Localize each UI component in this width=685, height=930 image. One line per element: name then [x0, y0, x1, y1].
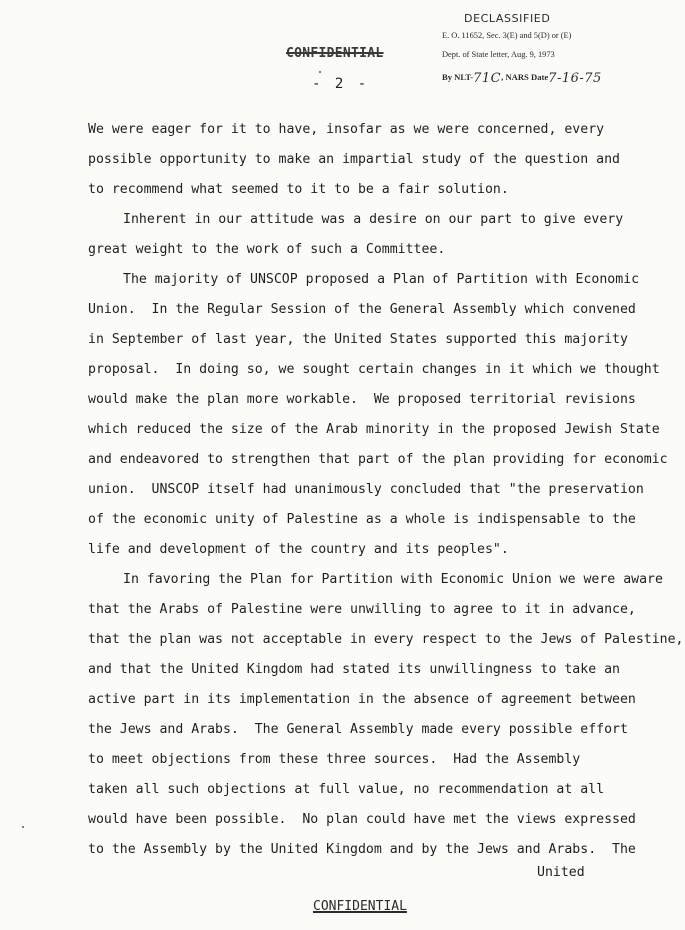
scan-speck	[22, 826, 24, 828]
stamp-authority-line: E. O. 11652, Sec. 3(E) and 5(D) or (E)	[442, 31, 572, 40]
body-line-4: Inherent in our attitude was a desire on our part to give every	[123, 212, 624, 227]
body-line-21: the Jews and Arabs. The General Assembly made every possible effort	[88, 722, 628, 737]
body-line-17: that the Arabs of Palestine were unwilling to agree to it in advance,	[88, 602, 636, 617]
body-line-10: would make the plan more workable. We proposed territorial revisions	[88, 392, 636, 407]
body-line-25: to the Assembly by the United Kingdom and by the Jews and Arabs. The	[88, 842, 636, 857]
body-line-2: possible opportunity to make an impartial study of the question and	[88, 152, 620, 167]
body-line-24: would have been possible. No plan could have met the views expressed	[88, 812, 636, 827]
scan-speck	[319, 71, 321, 73]
body-line-5: great weight to the work of such a Committee.	[88, 242, 446, 257]
stamp-reviewer-line	[442, 69, 602, 84]
body-line-19: and that the United Kingdom had stated its unwillingness to take an	[88, 662, 620, 677]
stamp-title: DECLASSIFIED	[464, 12, 551, 25]
stamp-letter-line: Dept. of State letter, Aug. 9, 1973	[442, 50, 555, 59]
stamp-handwritten-id: 71C	[473, 71, 502, 86]
classification-marking-top: CONFIDENTIAL	[286, 46, 384, 61]
body-line-11: which reduced the size of the Arab minority in the proposed Jewish State	[88, 422, 660, 437]
body-line-7: Union. In the Regular Session of the General Assembly which convened	[88, 302, 636, 317]
body-line-15: life and development of the country and its peoples".	[88, 542, 509, 557]
body-line-22: to meet objections from these three sources. Had the Assembly	[88, 752, 581, 767]
body-line-16: In favoring the Plan for Partition with Economic Union we were aware	[123, 572, 663, 587]
body-line-9: proposal. In doing so, we sought certain changes in it which we thought	[88, 362, 660, 377]
body-line-1: We were eager for it to have, insofar as we were concerned, every	[88, 122, 605, 137]
page-number: - 2 -	[312, 76, 370, 92]
body-line-12: and endeavored to strengthen that part of the plan providing for economic	[88, 452, 668, 467]
stamp-handwritten-date: 7-16-75	[548, 71, 602, 86]
stamp-nars-label: , NARS Date	[501, 72, 549, 82]
classification-marking-bottom: CONFIDENTIAL	[313, 899, 407, 914]
catchword: United	[537, 865, 585, 880]
body-line-18: that the plan was not acceptable in every respect to the Jews of Palestine,	[88, 632, 684, 647]
body-line-3: to recommend what seemed to it to be a fair solution.	[88, 182, 509, 197]
body-line-13: union. UNSCOP itself had unanimously concluded that "the preservation	[88, 482, 644, 497]
body-line-8: in September of last year, the United States supported this majority	[88, 332, 628, 347]
body-line-6: The majority of UNSCOP proposed a Plan of Partition with Economic	[123, 272, 640, 287]
stamp-by-label: By NLT-	[442, 72, 474, 82]
body-line-20: active part in its implementation in the absence of agreement between	[88, 692, 636, 707]
body-line-23: taken all such objections at full value, no recommendation at all	[88, 782, 605, 797]
body-line-14: of the economic unity of Palestine as a whole is indispensable to the	[88, 512, 636, 527]
